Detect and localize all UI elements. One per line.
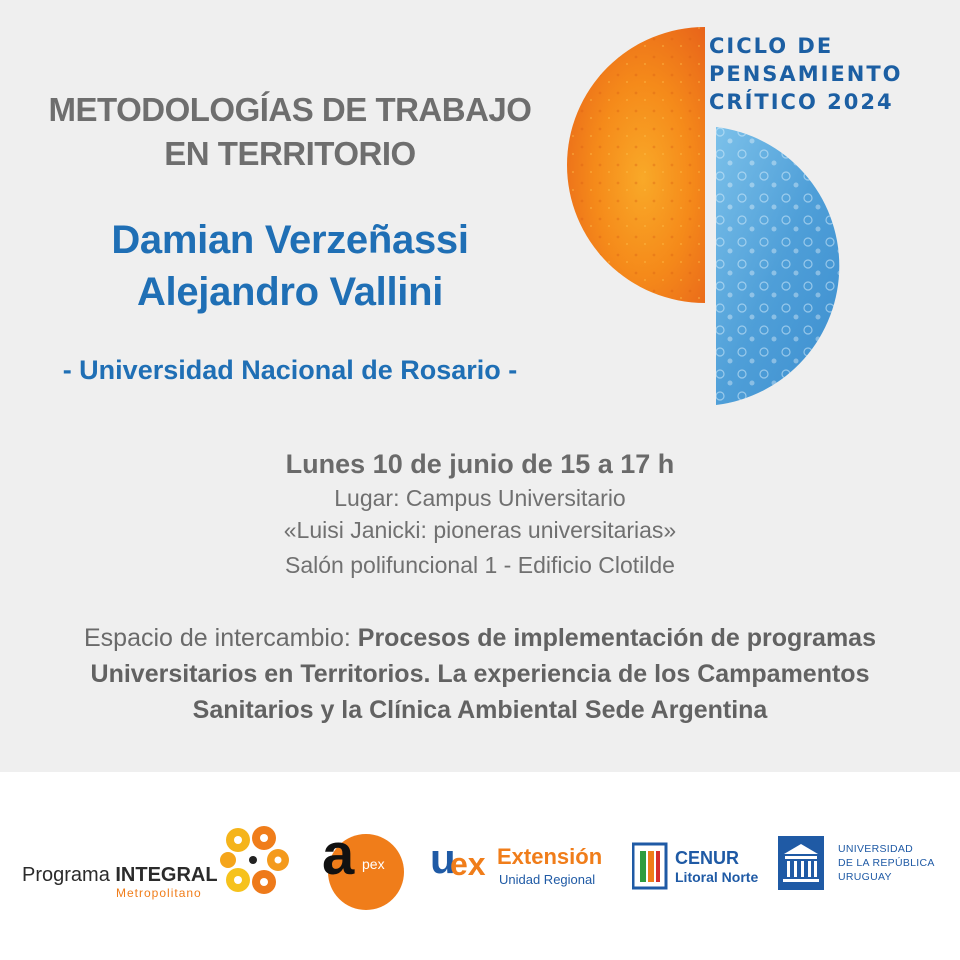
programa-integral-flower-icon: [218, 824, 294, 900]
programa-integral-sub: Metropolitano: [116, 886, 202, 900]
blue-half-disc: [716, 127, 839, 405]
event-date: Lunes 10 de junio de 15 a 17 h: [285, 449, 675, 479]
speaker-2: Alejandro Vallini: [136, 270, 444, 314]
cenur-logo-icon: [632, 842, 668, 890]
description-text: Procesos de implementación de programas Universitarios en Territorios. La experiencia de los Campamentos Sanitarios y la Clínica Ambiental Sede Argentina: [90, 624, 876, 724]
location-line-1: Lugar: Campus Universitario: [334, 485, 626, 511]
apex-rest: pex: [362, 856, 385, 872]
cycle-line-2: PENSAMIENTO: [709, 62, 903, 86]
udelar-building-icon: [778, 836, 824, 890]
extension-sub: Unidad Regional: [499, 872, 596, 887]
description: [40, 620, 920, 728]
cenur-sub: Litoral Norte: [675, 869, 759, 885]
cycle-line-3: CRÍTICO 2024: [709, 90, 894, 114]
speakers: [20, 214, 560, 318]
cenur-title: CENUR: [675, 848, 740, 868]
extension-title: Extensión: [497, 844, 603, 869]
speaker-1: Damian Verzeñassi: [111, 218, 469, 262]
institution: - Universidad Nacional de Rosario -: [62, 355, 518, 385]
footer-logos: [0, 772, 960, 960]
description-label: Espacio de intercambio:: [84, 624, 358, 652]
apex-letter: a: [322, 822, 355, 887]
programa-integral-name: Programa INTEGRAL: [22, 864, 218, 886]
orange-half-disc: [567, 27, 705, 303]
ux-logo-ex: ex: [450, 846, 486, 882]
location-line-2: «Luisi Janicki: pioneras universitarias»: [283, 517, 677, 543]
title-line-1: METODOLOGÍAS DE TRABAJO: [48, 91, 532, 128]
ux-logo-u: u: [430, 835, 456, 882]
udelar-name: UNIVERSIDAD DE LA REPÚBLICA URUGUAY: [838, 843, 935, 883]
location-line-3: Salón polifuncional 1 - Edificio Clotilde: [285, 552, 675, 578]
title-line-2: EN TERRITORIO: [164, 135, 416, 172]
cycle-line-1: CICLO DE: [709, 34, 834, 58]
cycle-title: [709, 32, 903, 116]
page-title: [20, 88, 560, 176]
